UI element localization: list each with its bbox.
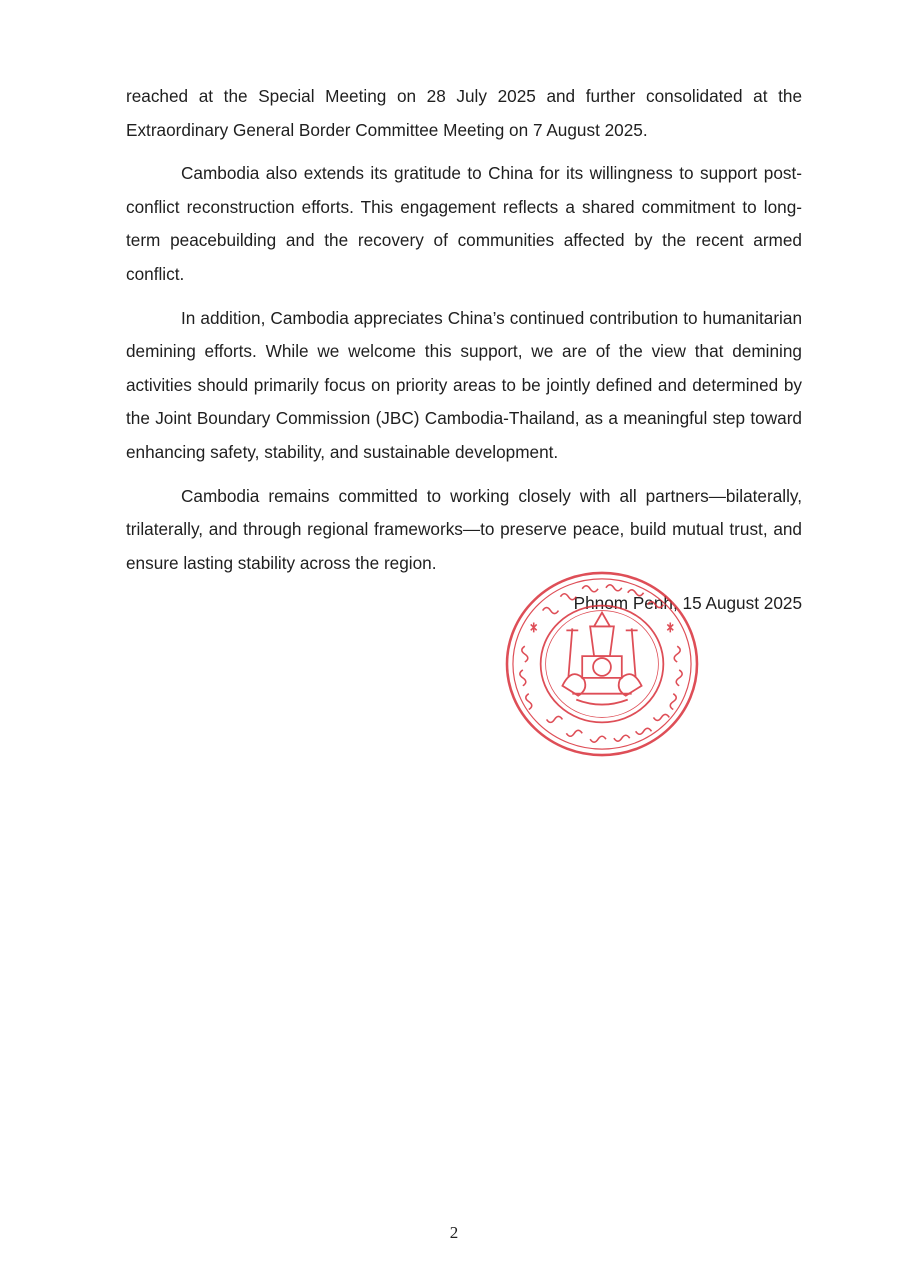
paragraph-3: In addition, Cambodia appreciates China’s continued contribution to humanitarian demining efforts. While we welcome this support, we are of the view that demining activities should primarily focus on priority areas to be jointly defined and determined by the Joint Boundary Commission (JBC) Cambodia-Thailand, as a meaningful step toward enhancing safety, stability, and sustainable development. bbox=[126, 307, 802, 462]
paragraph-2: Cambodia also extends its gratitude to China for its willingness to support post-conflict reconstruction efforts. This engagement reflects a shared commitment to long-term peacebuilding and the recovery of communities affected by the recent armed conflict. bbox=[126, 163, 802, 284]
page-number: 2 bbox=[449, 1223, 459, 1242]
official-seal-icon bbox=[503, 569, 701, 759]
body-text bbox=[126, 80, 802, 590]
paragraph-1: reached at the Special Meeting on 28 July 2025 and further consolidated at the Extraordinary General Border Committee Meeting on 7 August 2025. bbox=[126, 86, 802, 140]
paragraph-4: Cambodia remains committed to working closely with all partners—bilaterally, trilaterally, and through regional frameworks—to preserve peace, build mutual trust, and ensure lasting stability across the region. bbox=[126, 485, 802, 573]
place-date-line: Phnom Penh, 15 August 2025 bbox=[573, 593, 802, 613]
